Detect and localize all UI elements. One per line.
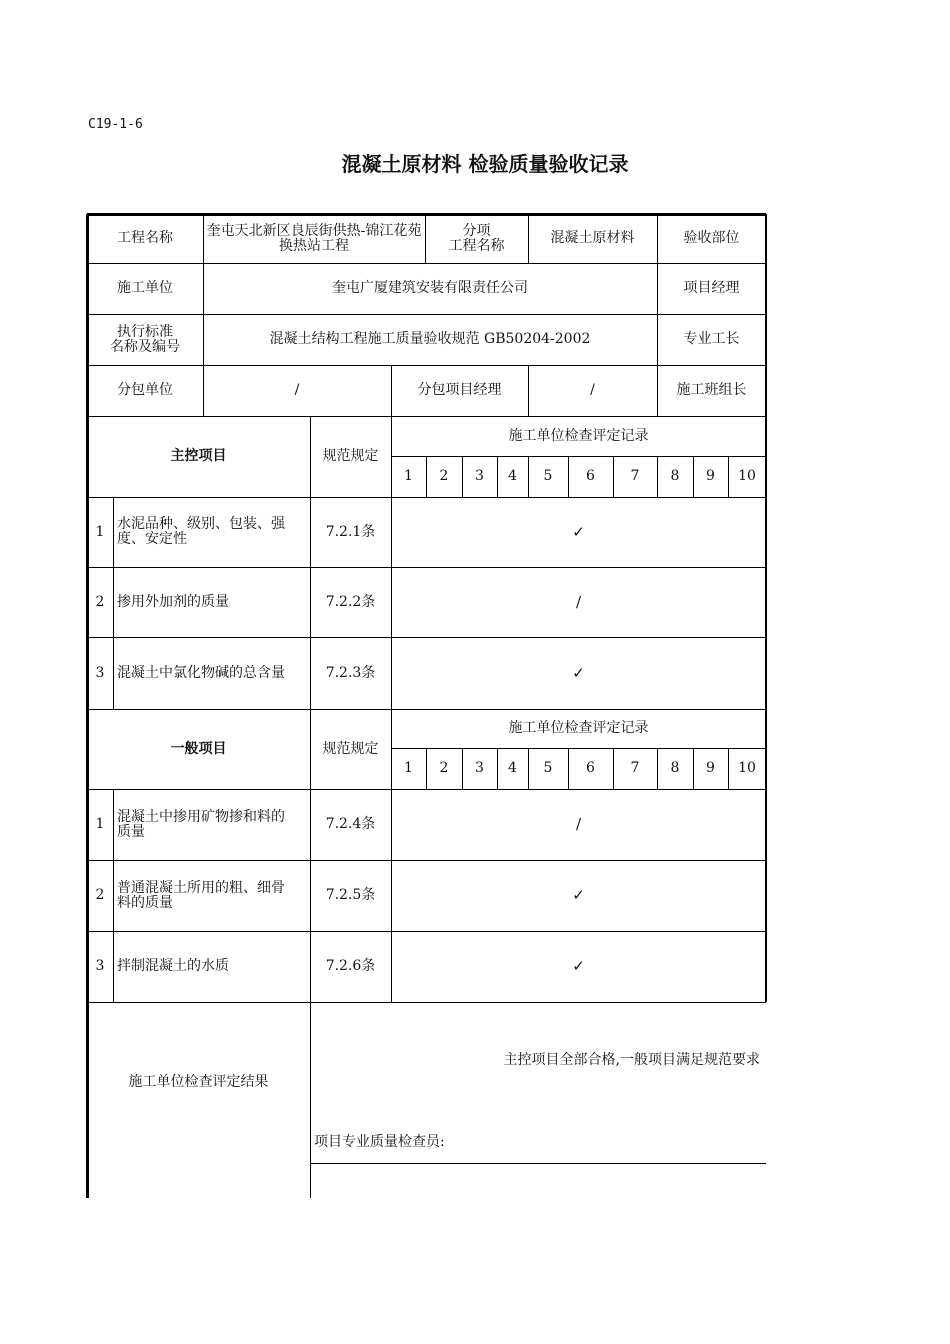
foreman-label: 专业工长 — [683, 331, 740, 347]
column-number: 2 — [439, 468, 449, 484]
subcontractor-value: / — [294, 382, 300, 398]
item-description: 水泥品种、级别、包装、强度、安定性 — [117, 516, 285, 547]
column-number: 6 — [586, 468, 595, 484]
section-title: 主控项目 — [170, 448, 227, 464]
column-number: 3 — [475, 468, 484, 484]
standard-value: 混凝土结构工程施工质量验收规范 GB50204-2002 — [269, 331, 591, 347]
item-description: 拌制混凝土的水质 — [117, 958, 229, 974]
spec-clause: 7.2.2条 — [325, 593, 376, 610]
evaluation-label: 施工单位检查评定结果 — [128, 1074, 269, 1090]
spec-clause: 7.2.3条 — [325, 664, 376, 681]
check-result: ✓ — [572, 522, 585, 541]
row-number: 1 — [95, 523, 105, 540]
project-manager-label: 项目经理 — [683, 280, 740, 296]
item-description: 掺用外加剂的质量 — [117, 593, 229, 610]
page-title: 混凝土原材料 检验质量验收记录 — [341, 152, 629, 176]
column-number: 1 — [404, 760, 413, 776]
column-number: 8 — [670, 760, 680, 776]
record-label: 施工单位检查评定记录 — [508, 427, 649, 444]
record-label: 施工单位检查评定记录 — [508, 720, 649, 736]
column-number: 9 — [706, 760, 715, 776]
project-name-label: 工程名称 — [117, 230, 173, 246]
column-number: 2 — [439, 760, 449, 776]
spec-clause: 7.2.4条 — [325, 816, 376, 832]
column-number: 10 — [738, 468, 756, 484]
column-number: 8 — [670, 468, 680, 484]
row-number: 3 — [95, 958, 105, 974]
sub-pm-value: / — [590, 382, 595, 398]
project-name-value: 奎屯天北新区良辰街供热-锦江花苑换热站工程 — [206, 222, 422, 254]
column-number: 7 — [630, 468, 640, 484]
grid-line — [310, 1002, 311, 1198]
column-number: 5 — [543, 760, 553, 776]
spec-clause: 7.2.6条 — [325, 958, 376, 974]
spec-clause: 7.2.1条 — [325, 523, 376, 540]
spec-label: 规范规定 — [322, 740, 379, 757]
column-number: 1 — [404, 468, 413, 484]
item-description: 混凝土中掺用矿物掺和料的质量 — [117, 808, 285, 840]
sub-item-value: 混凝土原材料 — [550, 230, 635, 246]
spec-label: 规范规定 — [322, 448, 379, 464]
check-result: ✓ — [572, 663, 585, 682]
row-number: 3 — [95, 664, 105, 681]
spec-clause: 7.2.5条 — [325, 887, 376, 903]
check-result: ✓ — [572, 957, 585, 975]
inspection-part-label: 验收部位 — [683, 230, 740, 246]
section-title: 一般项目 — [170, 740, 227, 757]
column-number: 4 — [508, 468, 517, 484]
subcontractor-label: 分包单位 — [117, 382, 173, 398]
column-number: 5 — [543, 468, 553, 484]
column-number: 10 — [738, 760, 756, 776]
check-result: ✓ — [572, 886, 585, 904]
item-description: 普通混凝土所用的粗、细骨料的质量 — [117, 879, 285, 911]
sub-pm-label: 分包项目经理 — [417, 382, 502, 398]
contractor-value: 奎屯广厦建筑安装有限责任公司 — [332, 280, 528, 296]
check-result: / — [575, 815, 582, 833]
column-number: 9 — [706, 468, 715, 484]
contractor-label: 施工单位 — [117, 280, 173, 296]
sub-item-label: 分项 工程名称 — [448, 222, 505, 254]
item-description: 混凝土中氯化物碱的总含量 — [117, 664, 285, 681]
grid-line — [310, 1163, 766, 1164]
row-number: 2 — [95, 593, 105, 610]
check-result: / — [575, 592, 582, 611]
form-code: C19-1-6 — [88, 117, 143, 132]
inspector-label: 项目专业质量检查员: — [314, 1133, 445, 1150]
team-leader-label: 施工班组长 — [676, 382, 747, 398]
standard-label: 执行标准 名称及编号 — [110, 323, 180, 355]
column-number: 6 — [586, 760, 595, 776]
row-number: 2 — [95, 887, 105, 903]
column-number: 7 — [630, 760, 640, 776]
column-number: 3 — [475, 760, 484, 776]
row-number: 1 — [95, 816, 105, 832]
column-number: 4 — [508, 760, 517, 776]
evaluation-conclusion: 主控项目全部合格,一般项目满足规范要求 — [503, 1051, 760, 1068]
